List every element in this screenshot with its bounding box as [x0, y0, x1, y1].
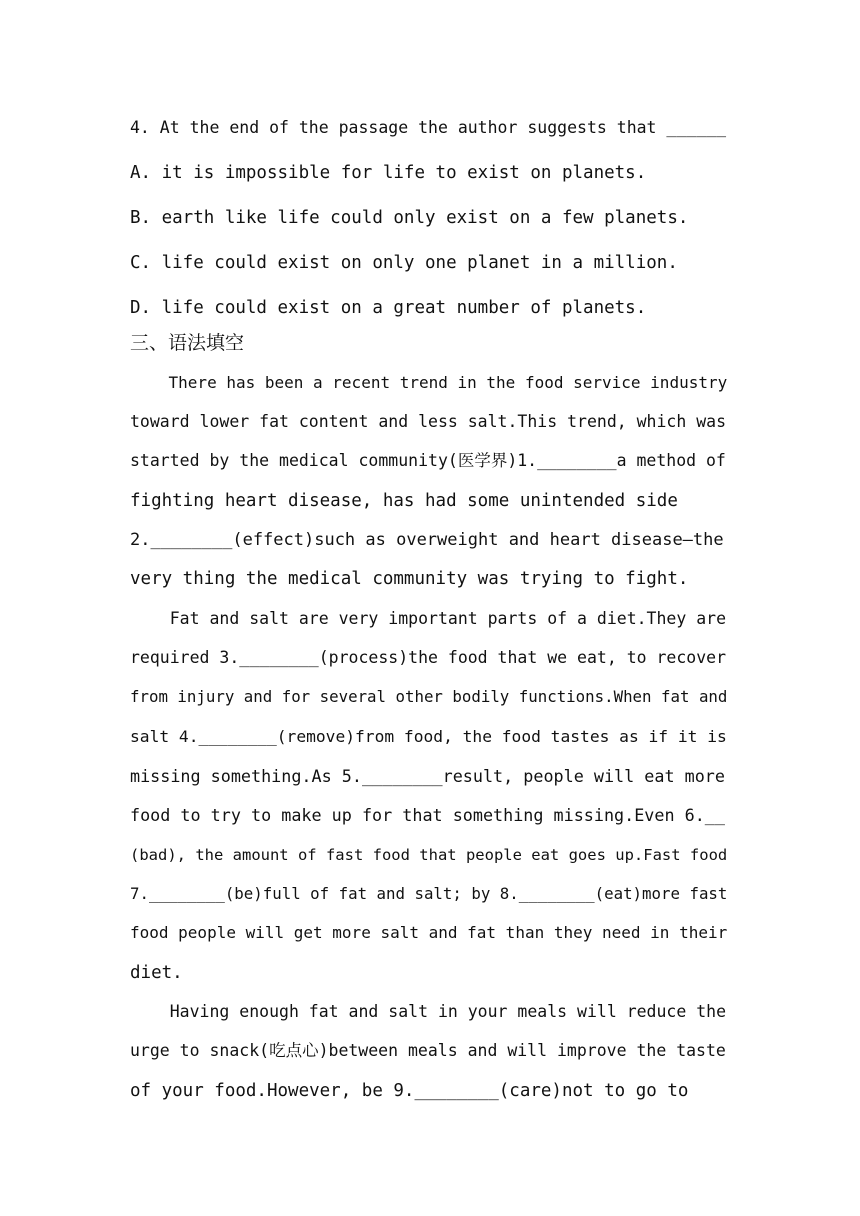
paragraph-3-line-3: of your food.However, be 9.________(care)not to go to	[130, 1081, 689, 1101]
paragraph-1-line-2: toward lower fat content and less salt.This trend, which was	[130, 412, 727, 431]
paragraph-2-line-1: Fat and salt are very important parts of a diet.They are	[130, 609, 727, 628]
paragraph-2-line-5: missing something.As 5.________result, people will eat more	[130, 766, 725, 786]
option-b: B. earth like life could only exist on a few planets.	[130, 208, 689, 228]
paragraph-1-line-1: There has been a recent trend in the food service industry	[130, 373, 728, 392]
paragraph-2-line-7: (bad), the amount of fast food that people eat goes up.Fast food	[130, 846, 728, 864]
paragraph-1-line-6: very thing the medical community was trying to fight.	[130, 569, 689, 589]
paragraph-1-line-3: started by the medical community(医学界)1.________a method of	[130, 451, 726, 470]
option-a: A. it is impossible for life to exist on planets.	[130, 163, 647, 183]
paragraph-2-line-4: salt 4.________(remove)from food, the food tastes as if it is	[130, 727, 727, 746]
paragraph-2-line-6: food to try to make up for that something missing.Even 6.__	[130, 805, 725, 825]
section-heading: 三、语法填空	[130, 332, 245, 354]
paragraph-2-line-9: food people will get more salt and fat than they need in their	[130, 923, 728, 942]
question-4-stem: 4. At the end of the passage the author suggests that ______	[130, 118, 727, 137]
paragraph-2-line-2: required 3.________(process)the food that we eat, to recover	[130, 648, 727, 667]
paragraph-1-line-5: 2.________(effect)such as overweight and heart disease—the	[130, 530, 724, 550]
option-d: D. life could exist on a great number of planets.	[130, 298, 647, 318]
paragraph-2-line-3: from injury and for several other bodily functions.When fat and	[130, 687, 728, 706]
paragraph-3-line-1: Having enough fat and salt in your meals will reduce the	[130, 1002, 727, 1021]
option-c: C. life could exist on only one planet in a million.	[130, 253, 678, 273]
paragraph-3-line-2: urge to snack(吃点心)between meals and will improve the taste	[130, 1041, 726, 1060]
paragraph-2-line-8: 7.________(be)full of fat and salt; by 8.________(eat)more fast	[130, 884, 728, 903]
paragraph-1-line-4: fighting heart disease, has had some unintended side	[130, 491, 678, 511]
paragraph-2-line-10: diet.	[130, 963, 183, 983]
